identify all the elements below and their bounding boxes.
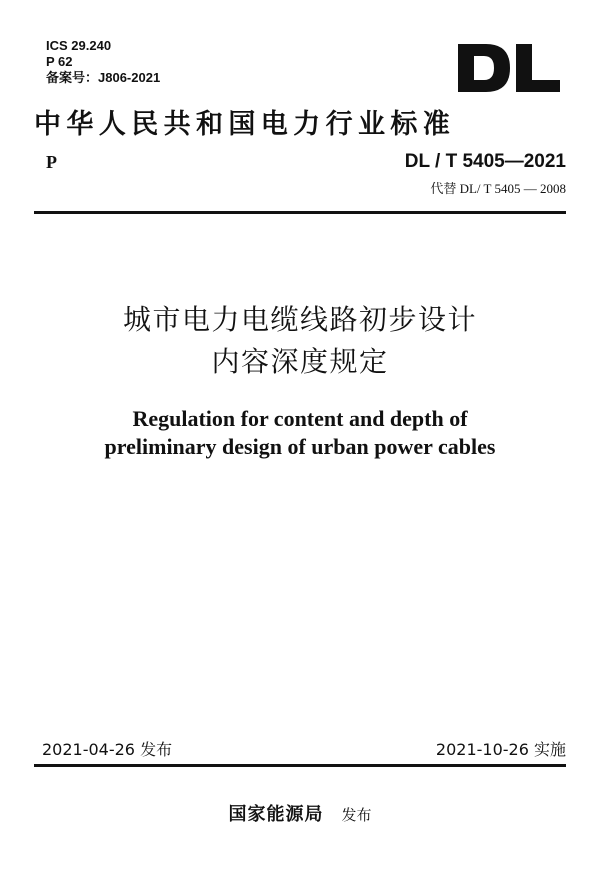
title-cn-line-1: 城市电力电缆线路初步设计 xyxy=(122,303,477,336)
replaces-standard: 代替 DL/ T 5405 — 2008 xyxy=(430,181,566,196)
classification-code-small: P 62 xyxy=(46,54,73,69)
footer-divider xyxy=(34,764,566,767)
publisher-name: 国家能源局 xyxy=(228,804,324,825)
title-cn-line-2: 内容深度规定 xyxy=(211,345,389,378)
effective-date: 2021-10-26 实施 xyxy=(435,740,566,759)
publisher xyxy=(0,800,600,826)
header-divider xyxy=(34,211,566,214)
title-en-line-2: preliminary design of urban power cables xyxy=(104,434,496,459)
classification-code: P xyxy=(46,152,57,172)
filing-number: 备案号：J806-2021 xyxy=(46,70,161,85)
dl-logo xyxy=(456,44,562,92)
ics-code: ICS 29.240 xyxy=(46,38,112,53)
organization-title: 中华人民共和国电力行业标准 xyxy=(34,109,456,140)
publisher-action: 发布 xyxy=(341,806,372,824)
standard-number: DL / T 5405—2021 xyxy=(404,151,566,172)
title-en-line-1: Regulation for content and depth of xyxy=(132,406,468,431)
issue-date: 2021-04-26 发布 xyxy=(42,740,173,759)
